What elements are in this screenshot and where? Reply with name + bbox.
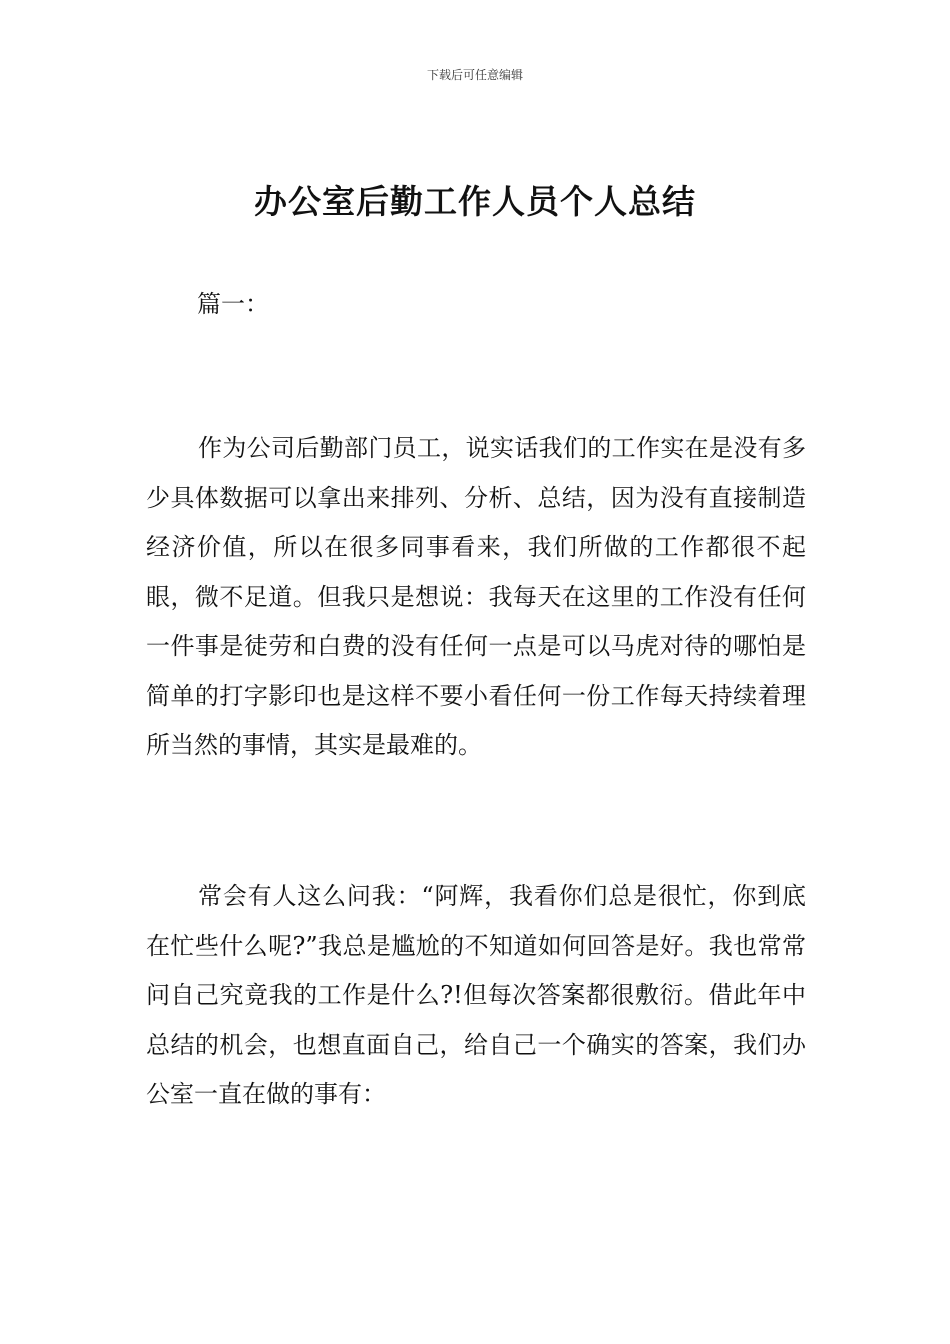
section-label: 篇一： (197, 290, 269, 318)
header-note: 下载后可任意编辑 (426, 68, 523, 82)
document-title: 办公室后勤工作人员个人总结 (254, 182, 696, 221)
body-paragraph-2: 常会有人这么问我：“阿辉，我看你们总是很忙，你到底在忙些什么呢?”我总是尴尬的不知道如何回答是好。我也常常问自己究竟我的工作是什么?!但每次答案都很敷衍。借此年中总结的机会，也想直面自己，给自己一个确实的答案，我们办公室一直在做的事有： (146, 882, 806, 1108)
body-paragraph-1: 作为公司后勤部门员工，说实话我们的工作实在是没有多少具体数据可以拿出来排列、分析、总结，因为没有直接制造经济价值，所以在很多同事看来，我们所做的工作都很不起眼，微不足道。但我只是想说：我每天在这里的工作没有任何一件事是徒劳和白费的没有任何一点是可以马虎对待的哪怕是简单的打字影印也是这样不要小看任何一份工作每天持续着理所当然的事情，其实是最难的。 (146, 434, 806, 759)
